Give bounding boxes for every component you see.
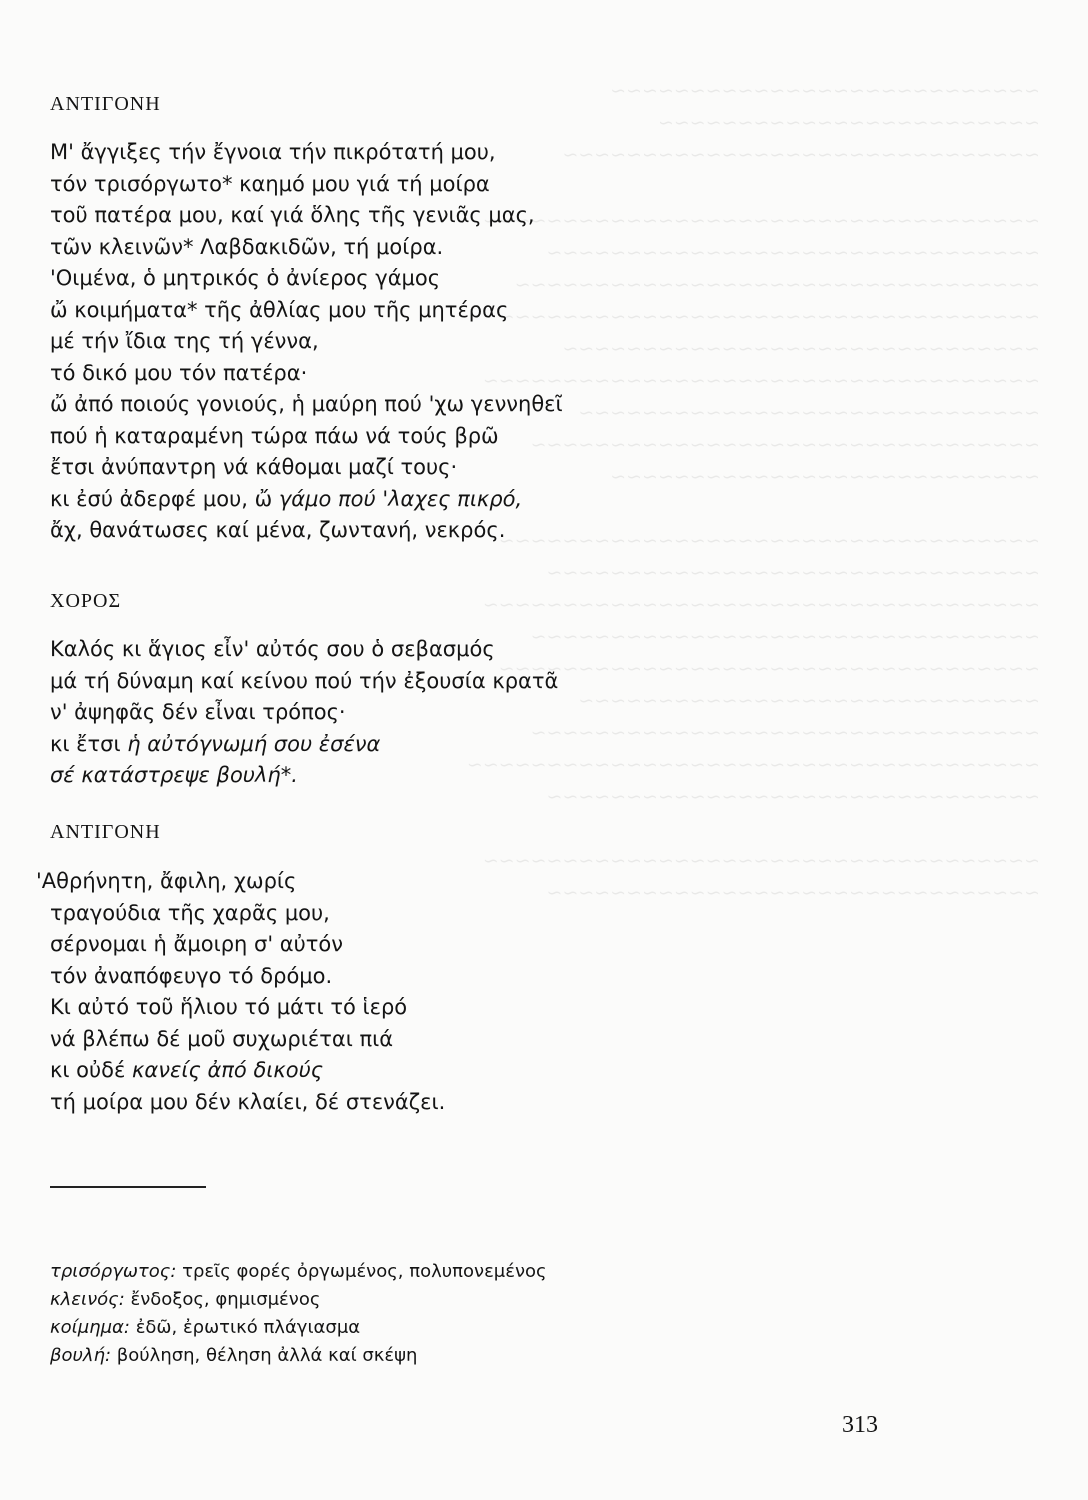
footnote-definition: τρεῖς φορές ὀργωμένος, πολυπονεμένος [176,1261,547,1282]
footnote-term: κοίμημα: [50,1317,130,1338]
speaker-antigone: ΑΝΤΙΓΟΝΗ [50,93,161,115]
stanza-chorus [50,634,558,792]
footnote-definition: βούληση, θέληση ἀλλά καί σκέψη [111,1345,418,1366]
stanza-antigone-2 [36,866,446,1118]
verse-line: μέ τήν ἴδια της τή γέννα, [50,329,319,353]
verse-line: ὤ ἀπό ποιούς γονιούς, ἡ μαύρη πού 'χω γεννηθεῖ [50,392,563,416]
footnote [50,1258,547,1286]
stanza-antigone-1 [50,137,563,547]
verse-line: τό δικό μου τόν πατέρα· [50,360,308,385]
verse-line: 'Αθρήνητη, ἄφιλη, χωρίς [36,869,297,893]
bleed-through-texture: ~~~~~~~~~~~~~~~~~~~~~~~~~~~ ~~~~~~~~~~~~~~~~~~~~~~~~ ~~~~~~~~~~~~~~~~~~~~~~~~~~~~~~ ~~~~~~~~~~~~~~~~~~~~~~~~~~~~~~~~~~~ ~~~~~~~~~~~~~~~~~~~~~~~~~~~~~~~ ~~~~~~~~~~~~~~~~~~~~~~~~~~~~~~~~~ ~~~~~~~~~~~~~~~~~~~~~~~~~~~~~~~~~~ ~~~~~~~~~~~~~~~~~~~~~~~~~~~~~~ ~~~~~~~~~~~~~~~~~~~~~~~~~~~~~~~~~~~ ~~~~~~~~~~~~~~~~~~~~~~~~~~~~~ ~~~~~~~~~~~~~~~~~~~~~~~~~~~~~~~~ ~~~~~~~~~~~~~~~~~~~~~~~~~~~ ~~~~~~~~~~~~~~~~~~~~~~~~~~~~~~~~~~ ~~~~~~~~~~~~~~~~~~~~~~~~~~~~~~~ ~~~~~~~~~~~~~~~~~~~~~~~~~~~~~~~~~~~ ~~~~~~~~~~~~~~~~~~~~~~~~~~~~~~~~ ~~~~~~~~~~~~~~~~~~~~~~~~~~~~~~~~~~ ~~~~~~~~~~~~~~~~~~~~~~~~~~~~~ ~~~~~~~~~~~~~~~~~~~~~~~~~~~~~~~~ ~~~~~~~~~~~~~~~~~~~~~~~~~~~~~~~~~~~~ ~~~~~~~~~~~~~~~~~~~~~~~~~~~~~~~ ~~~~~~~~~~~~~~~~~~~~~~~~~~~~~~~~~~~ ~~~~~~~~~~~~~~~~~~~~~~~~~~~~~~~ [466,80,1040,904]
verse-line: τῶν κλεινῶν* Λαβδακιδῶν, τή μοίρα. [50,234,444,259]
verse-line: πού ἡ καταραμένη τώρα πάω νά τούς βρῶ [50,423,499,448]
verse-line: νά βλέπω δέ μοῦ συχωριέται πιά [50,1026,394,1051]
verse-line: σέρνομαι ἡ ἄμοιρη σ' αὐτόν [50,932,343,956]
footnote [50,1314,547,1342]
speaker-antigone: ΑΝΤΙΓΟΝΗ [50,821,161,843]
verse-line: μά τή δύναμη καί κείνου πού τήν ἐξουσία κρατᾶ [50,668,559,693]
verse-italic-segment: γάμο πού 'λαχες πικρό, [278,486,523,511]
verse-italic-segment: ἡ αὐτόγνωμή σου ἐσένα [127,731,381,756]
verse-line: ἄχ, θανάτωσες καί μένα, ζωντανή, νεκρός. [50,518,506,542]
verse-line: Κι αὐτό τοῦ ἥλιου τό μάτι τό ἱερό [50,995,408,1019]
footnote-term: βουλή: [50,1345,112,1366]
footnote-divider [50,1186,206,1188]
verse-italic-segment: κανείς ἀπό δικούς [132,1058,324,1082]
verse-line: τόν τρισόργωτο* καημό μου γιά τή μοίρα [50,171,490,196]
page-number: 313 [842,1412,878,1438]
verse-line: 'Οιμένα, ὁ μητρικός ὁ ἀνίερος γάμος [50,266,441,290]
verse-line [50,1055,445,1087]
footnote-term: τρισόργωτος: [50,1261,177,1282]
verse-line: ν' ἀψηφᾶς δέν εἶναι τρόπος· [50,700,346,724]
footnotes [50,1258,547,1370]
verse-line [50,484,563,516]
verse-line: Καλός κι ἅγιος εἶν' αὐτός σου ὁ σεβασμός [50,637,495,661]
verse-segment: κι οὐδέ [50,1058,133,1082]
verse-line: τόν ἀναπόφευγο τό δρόμο. [50,963,333,988]
verse-line [50,729,558,761]
verse-segment: κι ἔτσι [50,731,128,756]
verse-segment: κι ἐσύ ἀδερφέ μου, ὤ [50,486,279,511]
verse-line: Μ' ἄγγιξες τήν ἔγνοια τήν πικρότατή μου, [50,140,496,164]
verse-line: τή μοίρα μου δέν κλαίει, δέ στενάζει. [50,1089,446,1114]
verse-line: ὤ κοιμήματα* τῆς ἀθλίας μου τῆς μητέρας [50,297,509,322]
footnote-definition: ἐδῶ, ἐρωτικό πλάγιασμα [129,1317,361,1338]
footnote [50,1286,547,1314]
verse-line: τοῦ πατέρα μου, καί γιά ὅλης τῆς γενιᾶς μας, [50,203,535,227]
verse-line: ἔτσι ἀνύπαντρη νά κάθομαι μαζί τους· [50,455,458,479]
footnote [50,1342,547,1370]
verse-line: τραγούδια τῆς χαρᾶς μου, [50,900,330,925]
verse-line: σέ κατάστρεψε βουλή*. [50,763,298,787]
speaker-chorus: ΧΟΡΟΣ [50,590,122,612]
footnote-term: κλεινός: [50,1289,125,1310]
footnote-definition: ἔνδοξος, φημισμένος [124,1289,321,1310]
